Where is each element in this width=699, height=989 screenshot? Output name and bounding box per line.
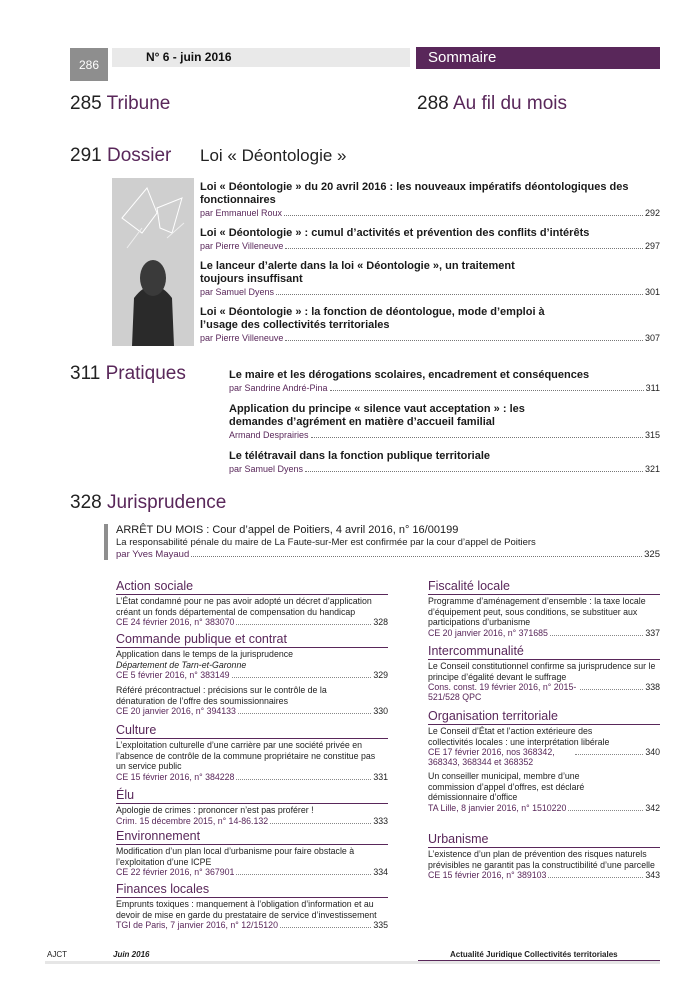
- page-number: 286: [70, 48, 108, 81]
- case-page: 330: [373, 706, 388, 716]
- case-reference: CE 20 janvier 2016, n° 394133: [116, 706, 236, 716]
- case-page: 331: [373, 771, 388, 782]
- arret-title: ARRÊT DU MOIS : Cour d’appel de Poitiers, 4 avril 2016, n° 16/00199: [116, 524, 459, 536]
- entry-title: Loi « Déontologie » : la fonction de déontologue, mode d’emploi à l’usage des collectivités territoriales: [200, 306, 545, 331]
- footer-journal: AJCT: [47, 950, 67, 959]
- case-description: Emprunts toxiques : manquement à l’obligation d’information et au devoir de mise en garde du prestataire de service d’investissement: [116, 899, 377, 920]
- case-reference: CE 17 février 2016, nos 368342, 368343, 368344 et 368352: [428, 747, 555, 767]
- entry-author: par Pierre Villeneuve: [200, 333, 284, 343]
- category-action-sociale: [116, 579, 388, 627]
- case-entry[interactable]: [428, 771, 660, 813]
- case-reference: CE 15 février 2016, n° 384228: [116, 771, 235, 782]
- arret-page: 325: [644, 549, 660, 560]
- case-entry[interactable]: [116, 805, 388, 826]
- section-au-fil-du-mois[interactable]: [417, 93, 567, 115]
- entry-title: Application du principe « silence vaut acceptation » : les demandes d’agrément en matière d’accueil familial: [229, 403, 525, 428]
- case-description: Application dans le temps de la jurisprudence: [116, 649, 294, 659]
- category-heading: Fiscalité locale: [428, 579, 660, 595]
- dossier-photo: [112, 178, 194, 346]
- category-heading: Culture: [116, 723, 388, 739]
- category-elu: [116, 788, 388, 826]
- entry-page: 301: [644, 287, 660, 297]
- case-page: 338: [645, 682, 660, 692]
- entry-title: Le lanceur d’alerte dans la loi « Déontologie », un traitement toujours insuffisant: [200, 260, 515, 285]
- dossier-entry[interactable]: [200, 181, 660, 218]
- entry-title: Le maire et les dérogations scolaires, encadrement et conséquences: [229, 369, 590, 381]
- case-page: 329: [373, 670, 388, 680]
- dossier-entry[interactable]: [200, 260, 660, 297]
- case-page: 335: [373, 920, 388, 930]
- sommaire-banner: Sommaire: [416, 47, 660, 69]
- category-heading: Organisation territoriale: [428, 709, 660, 725]
- arret-du-mois[interactable]: [104, 524, 660, 560]
- category-finances-locales: [116, 882, 388, 930]
- pratiques-entry[interactable]: [229, 403, 660, 440]
- category-heading: Action sociale: [116, 579, 388, 595]
- category-urbanisme: [428, 832, 660, 880]
- section-number: 311: [70, 363, 101, 384]
- case-page: 340: [645, 747, 660, 757]
- footer-publication: Actualité Juridique Collectivités territoriales: [450, 950, 618, 959]
- case-entry[interactable]: [116, 740, 388, 782]
- case-page: 328: [373, 617, 388, 627]
- case-reference: TA Lille, 8 janvier 2016, n° 1510220: [428, 802, 567, 813]
- arret-description: La responsabilité pénale du maire de La Faute-sur-Mer est confirmée par la cour d’appel de Poitiers: [116, 537, 536, 548]
- dossier-subtitle: Loi « Déontologie »: [200, 146, 347, 165]
- category-heading: Élu: [116, 788, 388, 804]
- entry-title: Loi « Déontologie » : cumul d’activités et prévention des conflits d’intérêts: [200, 227, 590, 239]
- section-pratiques[interactable]: [70, 363, 186, 385]
- section-title: Tribune: [106, 93, 171, 114]
- case-entry[interactable]: [428, 661, 660, 702]
- case-reference: TGI de Paris, 7 janvier 2016, n° 12/15120: [116, 920, 278, 930]
- section-title: Jurisprudence: [106, 492, 227, 513]
- case-description-italic: Département de Tarn-et-Garonne: [116, 659, 247, 670]
- entry-author: Armand Desprairies: [229, 430, 309, 440]
- entry-page: 321: [644, 464, 660, 474]
- section-dossier[interactable]: [70, 145, 171, 167]
- case-reference: CE 15 février 2016, n° 389103: [428, 870, 547, 880]
- case-description: Modification d’un plan local d’urbanisme pour faire obstacle à l’exploitation d’une ICPE: [116, 846, 355, 867]
- entry-title: Loi « Déontologie » du 20 avril 2016 : les nouveaux impératifs déontologiques des fonctionnaires: [200, 181, 629, 206]
- case-description: L’exploitation culturelle d’une carrière par une société privée en l’absence de contrôle de la commune propriétaire ne constitue pas un service public: [116, 740, 376, 771]
- section-jurisprudence[interactable]: [70, 492, 226, 514]
- case-reference: CE 24 février 2016, n° 383070: [116, 617, 235, 627]
- category-culture: [116, 723, 388, 782]
- entry-author: par Pierre Villeneuve: [200, 241, 284, 251]
- issue-label: N° 6 - juin 2016: [112, 48, 410, 67]
- category-heading: Intercommunalité: [428, 644, 660, 660]
- section-number: 285: [70, 93, 102, 114]
- entry-page: 297: [644, 241, 660, 251]
- entry-title: Le télétravail dans la fonction publique territoriale: [229, 450, 490, 462]
- arret-author: par Yves Mayaud: [116, 549, 190, 560]
- case-page: 337: [645, 627, 660, 638]
- case-entry[interactable]: [428, 849, 660, 880]
- case-entry[interactable]: [428, 596, 660, 638]
- case-description: Le Conseil d’État et l’action extérieure des collectivités locales : une interprétation libérale: [428, 726, 610, 747]
- section-title: Dossier: [106, 145, 172, 166]
- dossier-entry[interactable]: [200, 306, 660, 343]
- category-heading: Finances locales: [116, 882, 388, 898]
- pratiques-entry[interactable]: [229, 369, 660, 393]
- entry-author: par Samuel Dyens: [200, 287, 275, 297]
- case-reference: Crim. 15 décembre 2015, n° 14-86.132: [116, 815, 269, 826]
- case-description: Apologie de crimes : prononcer n’est pas proférer !: [116, 805, 314, 815]
- entry-author: par Sandrine André-Pina: [229, 383, 328, 393]
- section-number: 288: [417, 93, 449, 114]
- category-heading: Urbanisme: [428, 832, 660, 848]
- case-entry[interactable]: [428, 726, 660, 767]
- case-page: 333: [373, 815, 388, 826]
- section-tribune[interactable]: [70, 93, 170, 115]
- dossier-entry[interactable]: [200, 227, 660, 251]
- section-number: 291: [70, 145, 102, 166]
- section-number: 328: [70, 492, 102, 513]
- case-description: Le Conseil constitutionnel confirme sa jurisprudence sur le principe d’égalité devant le suffrage: [428, 661, 656, 682]
- footer-accent-line: [418, 960, 660, 961]
- case-description: L’État condamné pour ne pas avoir adopté un décret d’application créant un fonds départemental de compensation du handicap: [116, 596, 372, 617]
- case-entry[interactable]: [116, 649, 388, 680]
- footer-bar: [45, 961, 660, 964]
- case-entry[interactable]: [116, 899, 388, 930]
- case-page: 343: [645, 870, 660, 880]
- category-heading: Commande publique et contrat: [116, 632, 388, 648]
- case-description: Référé précontractuel : précisions sur le contrôle de la dénaturation de l’offre des soumissionnaires: [116, 685, 327, 706]
- section-title: Pratiques: [105, 363, 186, 384]
- pratiques-entry[interactable]: [229, 450, 660, 474]
- case-description: Programme d’aménagement d’ensemble : la taxe locale d’équipement peut, sous conditions, se substituer aux participations d’urbanisme: [428, 596, 646, 627]
- entry-page: 315: [644, 430, 660, 440]
- case-entry[interactable]: [116, 685, 388, 716]
- entry-page: 307: [644, 333, 660, 343]
- entry-page: 292: [644, 208, 660, 218]
- case-reference: CE 22 février 2016, n° 367901: [116, 867, 235, 877]
- entry-page: 311: [645, 383, 660, 393]
- case-reference: Cons. const. 19 février 2016, n° 2015-521/528 QPC: [428, 682, 577, 702]
- case-entry[interactable]: [116, 846, 388, 877]
- entry-author: par Emmanuel Roux: [200, 208, 283, 218]
- category-organisation-territoriale: [428, 709, 660, 813]
- category-heading: Environnement: [116, 829, 388, 845]
- category-fiscalite-locale: [428, 579, 660, 638]
- category-environnement: [116, 829, 388, 877]
- case-description: L’existence d’un plan de prévention des risques naturels prévisibles ne garantit pas la constructibilité d’une parcelle: [428, 849, 655, 870]
- footer-date: Juin 2016: [113, 950, 150, 959]
- case-description: Un conseiller municipal, membre d’une commission d’appel d’offres, est déclaré démissionnaire d’office: [428, 771, 585, 802]
- case-reference: CE 5 février 2016, n° 383149: [116, 670, 230, 680]
- entry-author: par Samuel Dyens: [229, 464, 304, 474]
- category-intercommunalite: [428, 644, 660, 702]
- case-page: 342: [645, 802, 660, 813]
- case-reference: CE 20 janvier 2016, n° 371685: [428, 627, 548, 638]
- case-entry[interactable]: [116, 596, 388, 627]
- section-title: Au fil du mois: [452, 93, 567, 114]
- case-page: 334: [373, 867, 388, 877]
- category-commande-publique: [116, 632, 388, 716]
